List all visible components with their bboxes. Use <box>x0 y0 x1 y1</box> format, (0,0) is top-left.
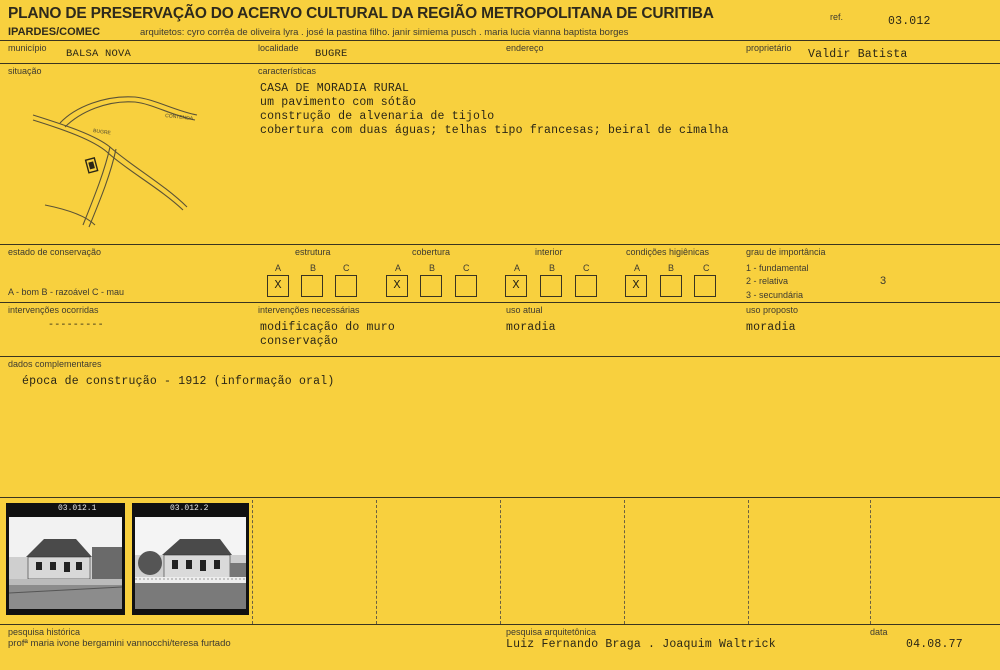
importancia-option-2: 2 - relativa <box>746 276 789 286</box>
conservacao-legend: A - bom B - razoável C - mau <box>8 287 125 297</box>
uso-proposto-label: uso proposto <box>746 305 799 315</box>
house-photo-icon <box>6 503 125 615</box>
cobertura-b-checkbox[interactable] <box>420 275 442 297</box>
caracteristicas-line-2: um pavimento com sótão <box>260 96 417 109</box>
condicoes-c-checkbox[interactable] <box>694 275 716 297</box>
location-sketch-map <box>25 85 205 235</box>
organization: IPARDES/COMEC <box>8 26 101 38</box>
pesquisa-arquitetonica-value: Luiz Fernando Braga . Joaquim Waltrick <box>506 638 776 651</box>
house-photo-icon <box>132 503 249 615</box>
proprietario-value: Valdir Batista <box>808 48 908 61</box>
intervencoes-necessarias-line-1: modificação do muro <box>260 321 395 334</box>
data-value: 04.08.77 <box>906 638 963 651</box>
importancia-label: grau de importância <box>746 247 826 257</box>
condicoes-a-checkbox[interactable]: X <box>625 275 647 297</box>
photo-2-caption: 03.012.2 <box>170 504 209 513</box>
uso-atual-label: uso atual <box>506 305 543 315</box>
map-label-contenda: CONTENDA <box>164 113 194 122</box>
cobertura-c-checkbox[interactable] <box>455 275 477 297</box>
importancia-value: 3 <box>880 275 887 287</box>
caracteristicas-line-1: CASA DE MORADIA RURAL <box>260 82 410 95</box>
interior-a-checkbox[interactable]: X <box>505 275 527 297</box>
complementares-label: dados complementares <box>8 359 102 369</box>
ref-value: 03.012 <box>888 15 931 28</box>
col-label-c: C <box>583 263 590 273</box>
page-title: PLANO DE PRESERVAÇÃO DO ACERVO CULTURAL DA REGIÃO METROPOLITANA DE CURITIBA <box>8 5 714 22</box>
photo-2 <box>132 503 249 615</box>
importancia-option-1: 1 - fundamental <box>746 263 809 273</box>
intervencoes-ocorridas-value: --------- <box>48 320 104 331</box>
intervencoes-ocorridas-label: intervenções ocorridas <box>8 305 99 315</box>
group-title-interior: interior <box>535 247 563 257</box>
municipio-value: BALSA NOVA <box>66 48 132 60</box>
condicoes-b-checkbox[interactable] <box>660 275 682 297</box>
col-label-c: C <box>703 263 710 273</box>
localidade-value: BUGRE <box>315 48 348 60</box>
col-label-b: B <box>549 263 556 273</box>
col-label-a: A <box>395 263 402 273</box>
localidade-label: localidade <box>258 43 299 53</box>
group-title-estrutura: estrutura <box>295 247 331 257</box>
uso-proposto-value: moradia <box>746 321 796 334</box>
caracteristicas-label: características <box>258 66 317 76</box>
pesquisa-historica-value: profª maria ivone bergamini vannocchi/teresa furtado <box>8 638 231 649</box>
municipio-label: município <box>8 43 47 53</box>
complementares-text: época de construção - 1912 (informação oral) <box>22 375 335 388</box>
pesquisa-historica-label: pesquisa histórica <box>8 627 81 637</box>
interior-c-checkbox[interactable] <box>575 275 597 297</box>
map-label-bugre: BUGRE <box>92 128 112 137</box>
importancia-option-3: 3 - secundária <box>746 290 804 300</box>
photo-1-caption: 03.012.1 <box>58 504 97 513</box>
intervencoes-necessarias-label: intervenções necessárias <box>258 305 360 315</box>
estrutura-c-checkbox[interactable] <box>335 275 357 297</box>
proprietario-label: proprietário <box>746 43 792 53</box>
col-label-b: B <box>668 263 675 273</box>
endereco-label: endereço <box>506 43 544 53</box>
col-label-a: A <box>634 263 641 273</box>
col-label-b: B <box>429 263 436 273</box>
group-title-condicoes-higienicas: condições higiênicas <box>626 247 710 257</box>
col-label-a: A <box>275 263 282 273</box>
col-label-c: C <box>463 263 470 273</box>
conservacao-label: estado de conservação <box>8 247 102 257</box>
photo-1 <box>6 503 125 615</box>
col-label-c: C <box>343 263 350 273</box>
caracteristicas-line-3: construção de alvenaria de tijolo <box>260 110 495 123</box>
estrutura-b-checkbox[interactable] <box>301 275 323 297</box>
cobertura-a-checkbox[interactable]: X <box>386 275 408 297</box>
interior-b-checkbox[interactable] <box>540 275 562 297</box>
caracteristicas-line-4: cobertura com duas águas; telhas tipo francesas; beiral de cimalha <box>260 124 729 137</box>
pesquisa-arquitetonica-label: pesquisa arquitetônica <box>506 627 597 637</box>
situacao-label: situação <box>8 66 42 76</box>
col-label-a: A <box>514 263 521 273</box>
col-label-b: B <box>310 263 317 273</box>
uso-atual-value: moradia <box>506 321 556 334</box>
intervencoes-necessarias-line-2: conservação <box>260 335 339 348</box>
group-title-cobertura: cobertura <box>412 247 451 257</box>
ref-label: ref. <box>830 12 844 22</box>
estrutura-a-checkbox[interactable]: X <box>267 275 289 297</box>
architects-line: arquitetos: cyro corrêa de oliveira lyra . josé la pastina filho. janir simiema pusch . maria lucia vianna baptista borges <box>140 27 629 38</box>
data-label: data <box>870 627 888 637</box>
